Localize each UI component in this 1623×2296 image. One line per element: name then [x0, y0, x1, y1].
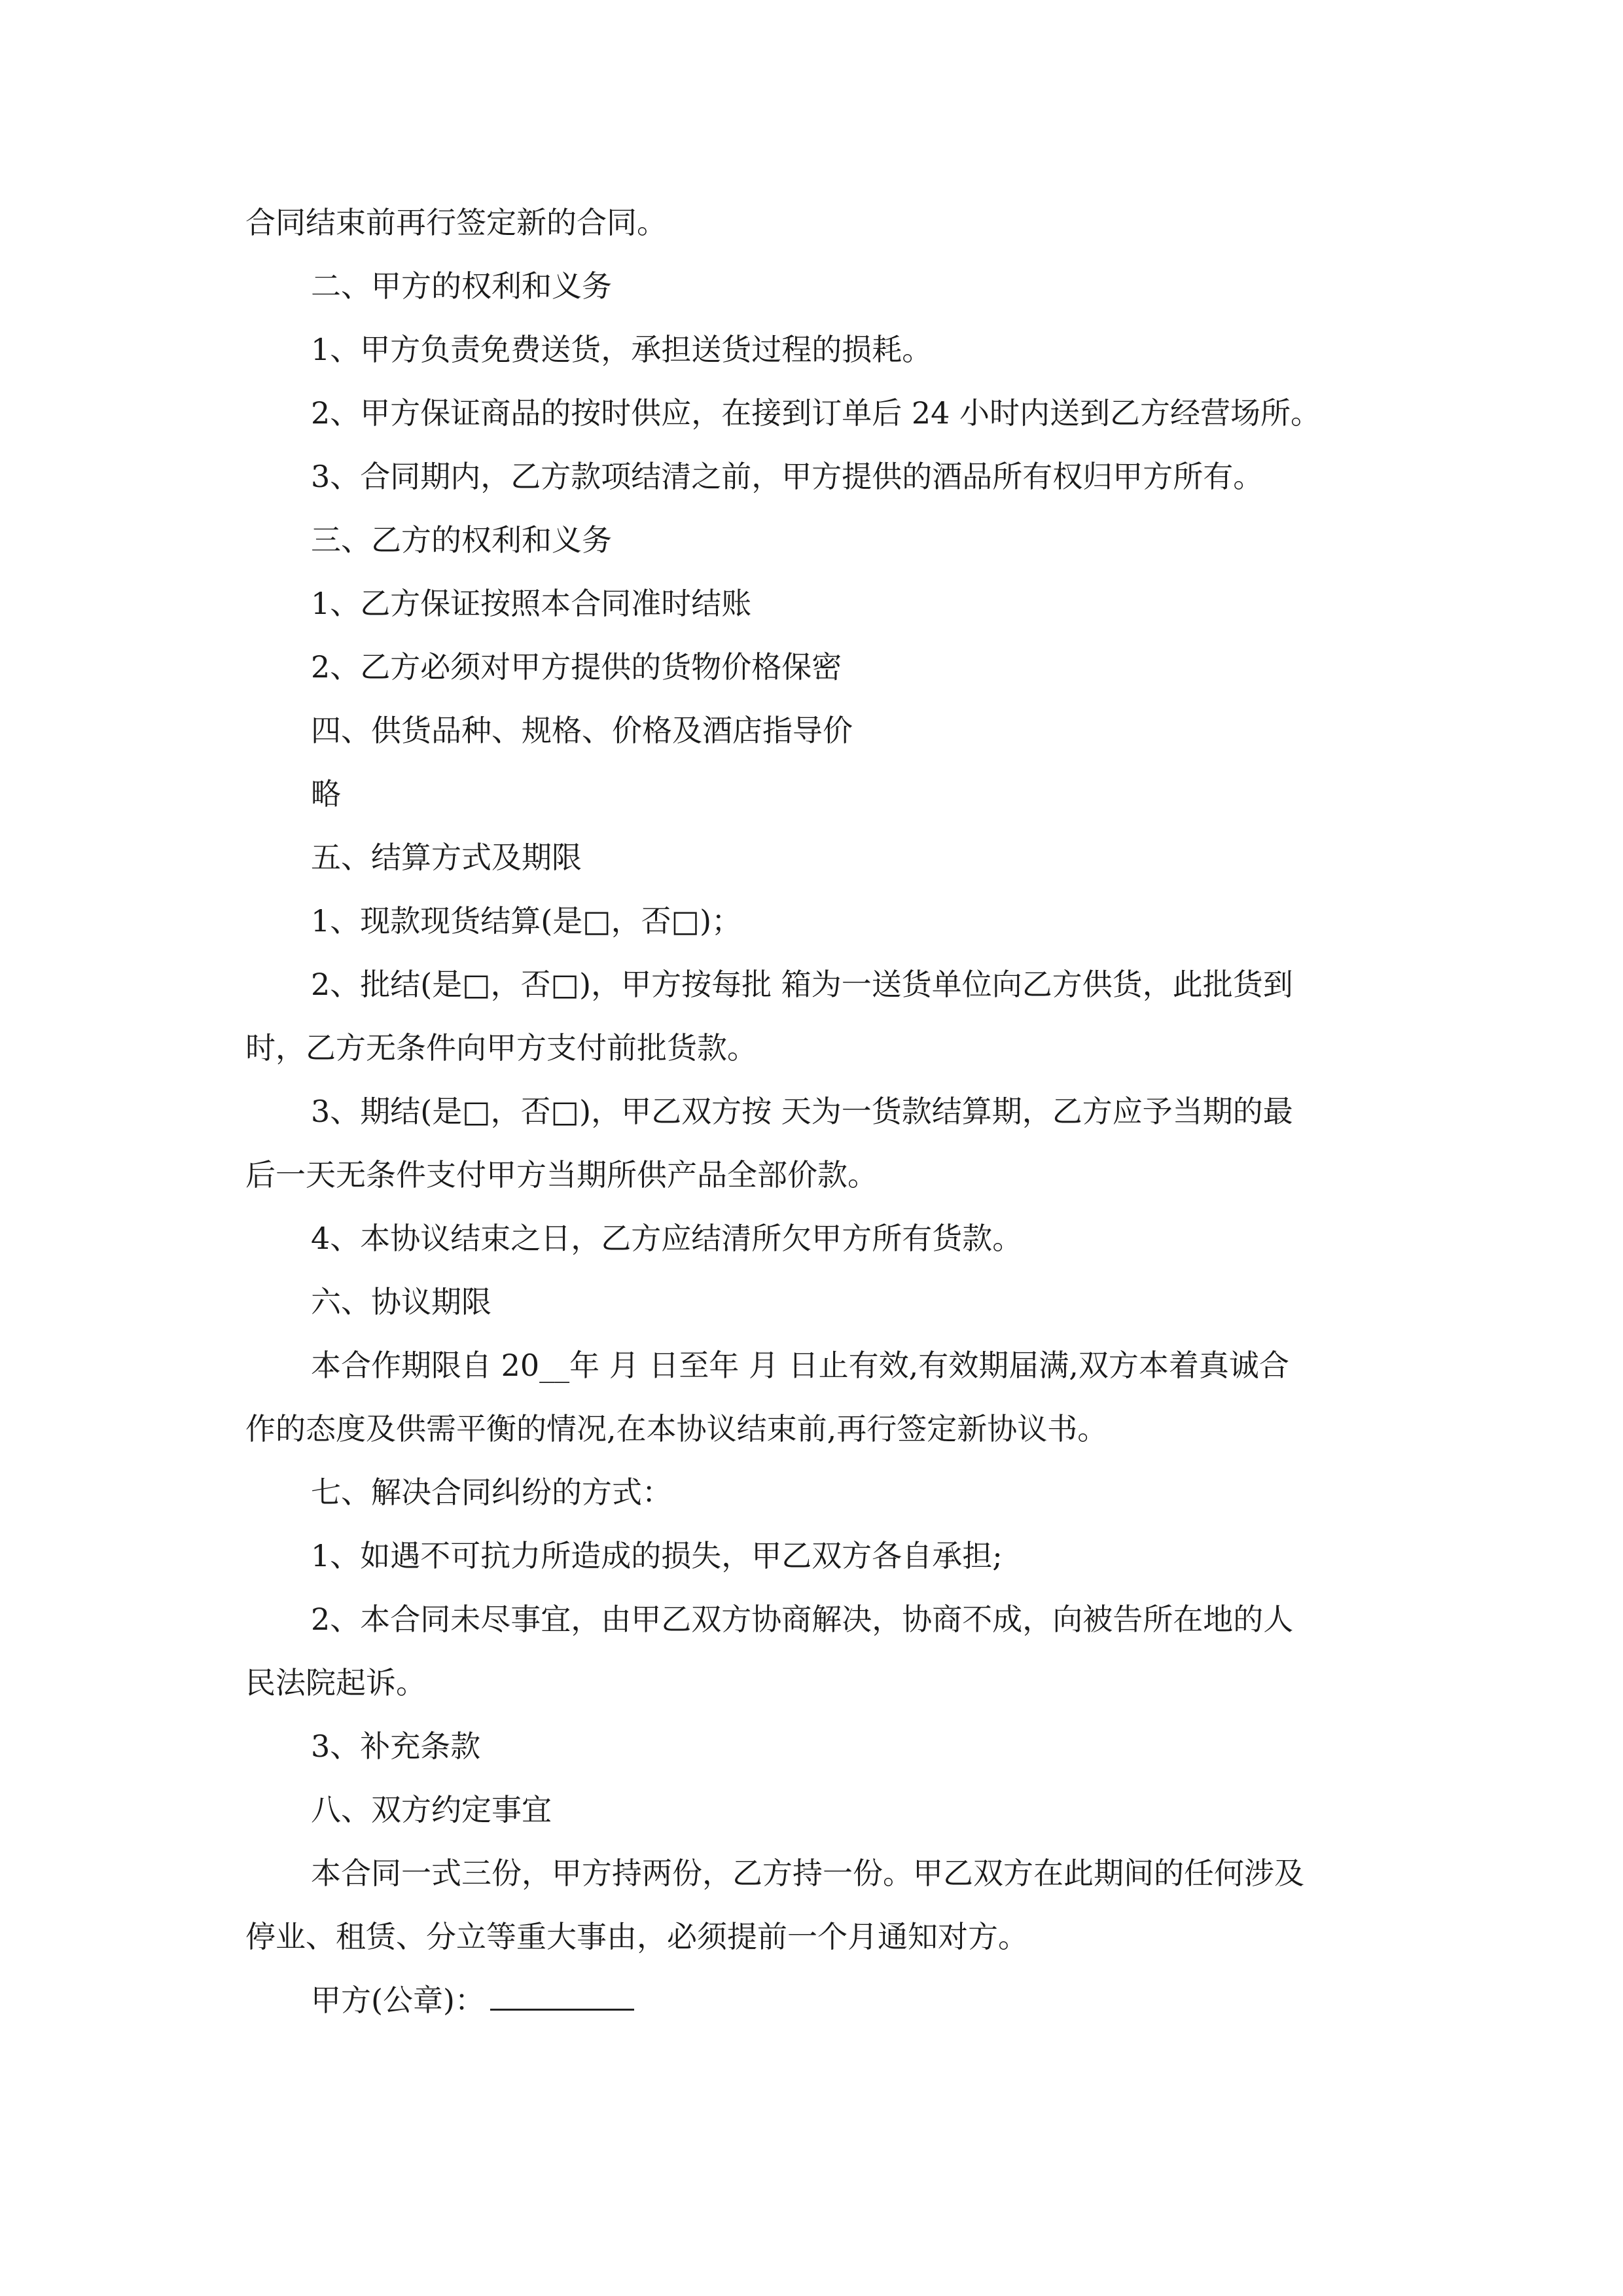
text-line: 2、乙方必须对甲方提供的货物价格保密 — [311, 649, 842, 685]
text-line: 略 — [311, 776, 341, 812]
text-line: 4、本协议结束之日，乙方应结清所欠甲方所有货款。 — [311, 1221, 1023, 1256]
signature-line — [245, 1969, 1397, 2032]
text-line: 3、合同期内，乙方款项结清之前，甲方提供的酒品所有权归甲方所有。 — [311, 459, 1264, 494]
signature-label: 甲方(公章)： — [311, 1982, 485, 2018]
section-heading: 八、双方约定事宜 — [311, 1792, 552, 1827]
text-line: 2、本合同未尽事宜，由甲乙双方协商解决，协商不成，向被告所在地的人 — [311, 1602, 1294, 1637]
text-line: 本合同一式三份，甲方持两份，乙方持一份。甲乙双方在此期间的任何涉及 — [311, 1856, 1304, 1891]
text-line: 1、如遇不可抗力所造成的损失，甲乙双方各自承担; — [311, 1538, 1003, 1573]
text-line: 1、现款现货结算(是□，否□)； — [311, 903, 742, 939]
text-line: 1、乙方保证按照本合同准时结账 — [311, 586, 752, 621]
text-line: 2、批结(是□，否□)，甲方按每批 箱为一送货单位向乙方供货，此批货到 — [311, 967, 1293, 1002]
text-line: 1、甲方负责免费送货，承担送货过程的损耗。 — [311, 332, 933, 367]
text-line: 后一天无条件支付甲方当期所供产品全部价款。 — [245, 1157, 878, 1193]
text-line: 时，乙方无条件向甲方支付前批货款。 — [245, 1030, 757, 1066]
text-line: 本合作期限自 20__年 月 日至年 月 日止有效,有效期届满,双方本着真诚合 — [311, 1348, 1289, 1383]
section-heading: 三、乙方的权利和义务 — [311, 522, 612, 558]
section-heading: 七、解决合同纠纷的方式： — [311, 1475, 672, 1510]
text-line: 3、补充条款 — [311, 1729, 481, 1764]
text-line: 3、期结(是□，否□)，甲乙双方按 天为一货款结算期，乙方应予当期的最 — [311, 1094, 1293, 1129]
signature-blank — [490, 1982, 634, 2011]
text-line: 停业、租赁、分立等重大事由，必须提前一个月通知对方。 — [245, 1919, 1028, 1954]
document-body — [245, 191, 1397, 2032]
section-heading: 五、结算方式及期限 — [311, 840, 582, 875]
text-line: 作的态度及供需平衡的情况,在本协议结束前,再行签定新协议书。 — [245, 1411, 1108, 1446]
section-heading: 四、供货品种、规格、价格及酒店指导价 — [311, 713, 853, 748]
text-line: 合同结束前再行签定新的合同。 — [245, 205, 667, 240]
section-heading: 六、协议期限 — [311, 1284, 491, 1319]
text-line: 2、甲方保证商品的按时供应，在接到订单后 24 小时内送到乙方经营场所。 — [311, 395, 1321, 431]
text-line: 民法院起诉。 — [245, 1665, 426, 1700]
section-heading: 二、甲方的权利和义务 — [311, 268, 612, 304]
